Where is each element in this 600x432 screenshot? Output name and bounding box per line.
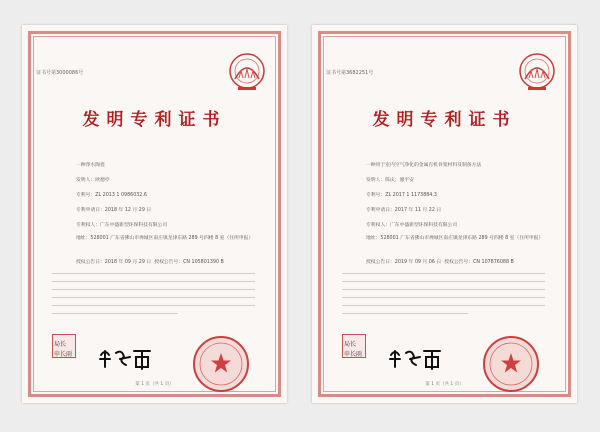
patent-office-emblem-icon — [227, 51, 267, 95]
invention-name-row — [352, 161, 561, 176]
patentee-row — [62, 221, 271, 236]
director-label: 局长 — [54, 341, 67, 348]
filing-date: 专利申请日：2017 年 11 月 22 日 — [366, 208, 442, 213]
patentee: 专利权人：广东中盛新型环保科技有限公司 — [76, 223, 168, 228]
grant-row — [352, 258, 561, 273]
inventor: 发明人：欧德亭 — [76, 178, 110, 183]
patent-number: 专利号：ZL 2013 1 0986032.6 — [76, 193, 147, 198]
certificate-number: 证书号第3682251号 — [326, 70, 374, 76]
director-sub-label: 申长雨 — [344, 351, 363, 358]
inventor-row — [62, 176, 271, 191]
invention-name: 一种净水陶瓷 — [76, 163, 105, 168]
filing-date-row — [62, 206, 271, 221]
body-text-block — [52, 273, 255, 321]
patent-certificate-left — [22, 25, 287, 403]
inventor: 发明人：陈庆；廖平安 — [366, 178, 414, 183]
director-signature-icon — [96, 345, 156, 373]
patentee-row — [352, 221, 561, 236]
patentee: 专利权人：广东中盛新型环保科技有限公司 — [366, 223, 458, 228]
director-label: 局长 — [344, 341, 357, 348]
invention-name-row — [62, 161, 271, 176]
filing-date: 专利申请日：2018 年 12 月 29 日 — [76, 208, 152, 213]
certificate-fields — [62, 161, 271, 273]
address-row — [352, 236, 561, 258]
certificate-title: 发明专利证书 — [372, 110, 517, 130]
inventor-row — [352, 176, 561, 191]
invention-name: 一种用于室内空气净化的金属有机骨架材料及制备方法 — [366, 163, 482, 168]
patent-number-row — [62, 191, 271, 206]
grant-row — [62, 258, 271, 273]
address: 地址：528001 广东省佛山市禅城区南庄镇龙津东路 289 号四楼 8 室（住所申报） — [76, 236, 254, 241]
certificate-title: 发明专利证书 — [82, 110, 227, 130]
grant-date: 授权公告日：2019 年 09 月 06 日 — [366, 260, 442, 265]
patent-office-emblem-icon — [517, 51, 557, 95]
patent-number: 专利号：ZL 2017 1 1173884.3 — [366, 193, 437, 198]
page-footer: 第 1 页（共 1 页） — [425, 382, 464, 387]
certificate-fields — [352, 161, 561, 273]
director-sub-label: 申长雨 — [54, 351, 73, 358]
patent-number-row — [352, 191, 561, 206]
grant-number: 授权公告号：CN 105801390 B — [154, 260, 224, 265]
patent-certificate-right — [312, 25, 577, 403]
grant-date: 授权公告日：2018 年 09 月 29 日 — [76, 260, 152, 265]
address: 地址：528001 广东省佛山市禅城区南庄镇龙津东路 289 号四楼 8 室（住所申报） — [366, 236, 544, 241]
certificate-number: 证书号第3000086号 — [36, 70, 84, 76]
address-row — [62, 236, 271, 258]
body-text-block — [342, 273, 545, 321]
page-footer: 第 1 页（共 1 页） — [135, 382, 174, 387]
filing-date-row — [352, 206, 561, 221]
director-signature-icon — [386, 345, 446, 373]
grant-number: 授权公告号：CN 107876088 B — [444, 260, 514, 265]
